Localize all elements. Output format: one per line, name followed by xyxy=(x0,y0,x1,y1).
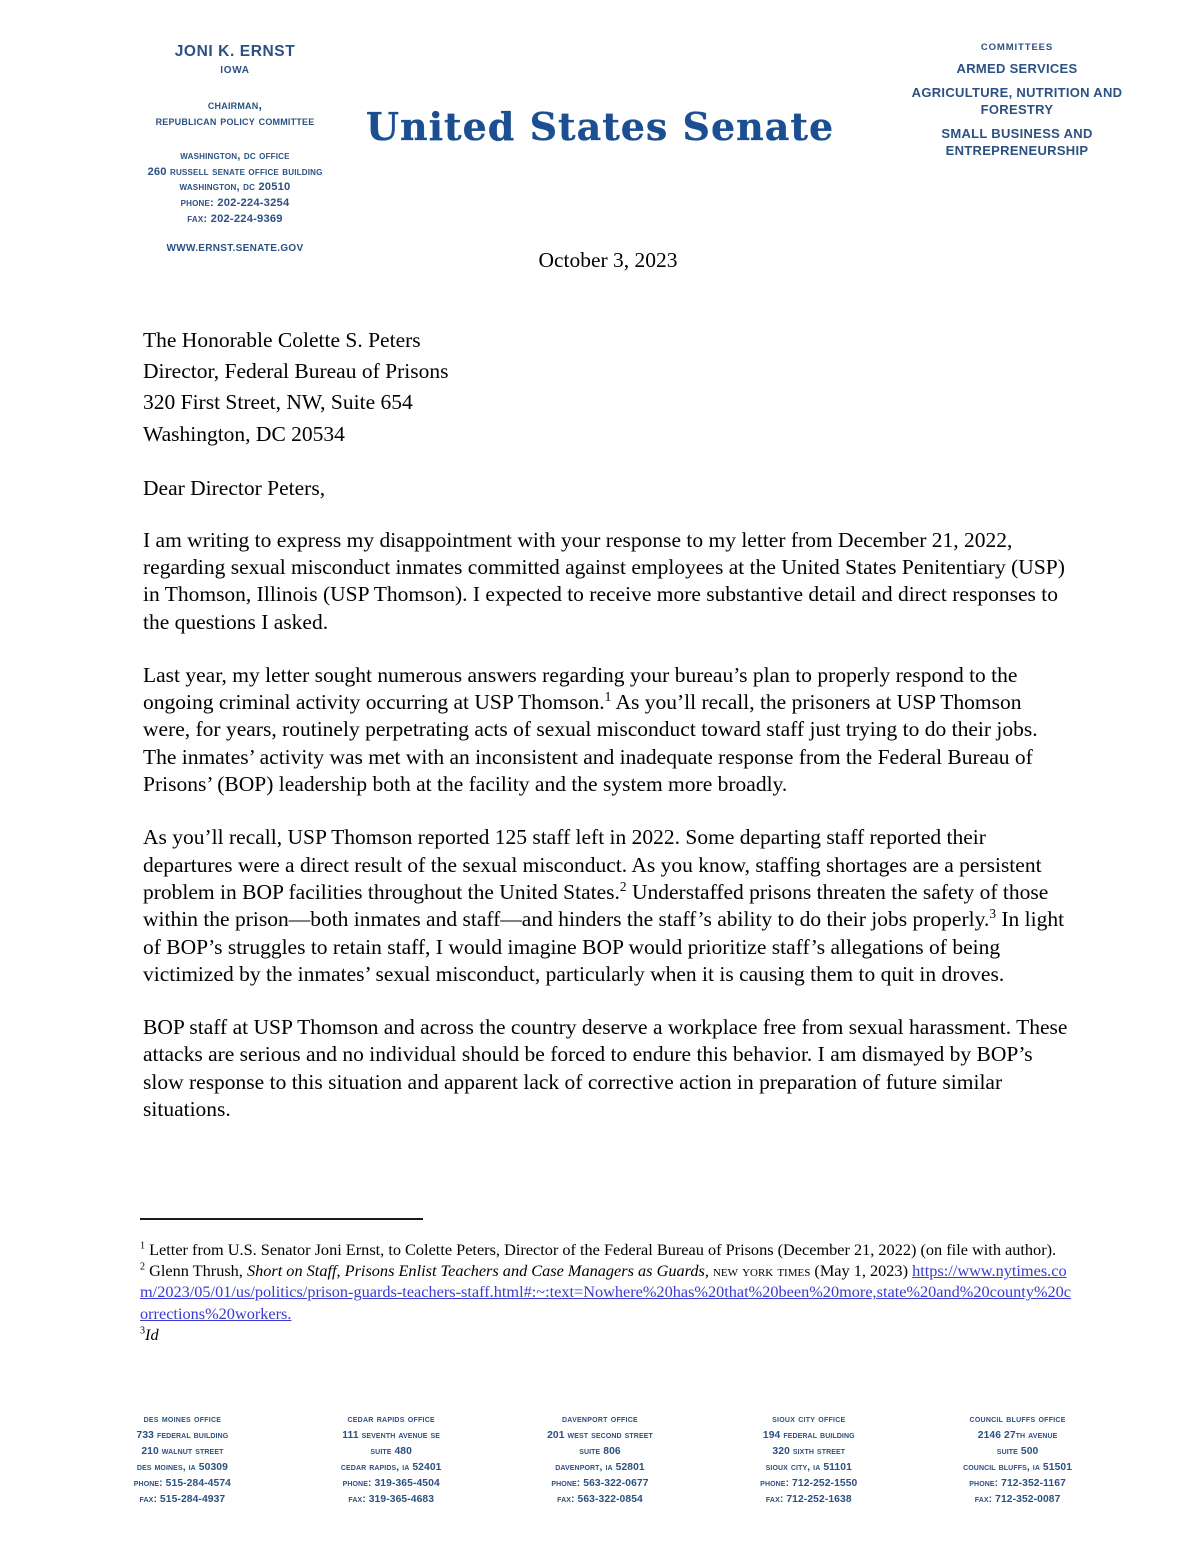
recipient-address xyxy=(143,325,1073,450)
office-phone: phone: 712-352-1167 xyxy=(969,1477,1066,1489)
dc-office-phone: phone: 202-224-3254 xyxy=(180,197,290,210)
office-line: 733 federal building xyxy=(136,1429,229,1441)
office-line: suite 806 xyxy=(579,1445,621,1457)
paragraph-3-text-a: As you’ll recall, USP Thomson reported 125 staff left in 2022. Some departing staff reported their departures were a direct result of the sexual misconduct. As you know, staffing shortages are a persistent problem in BOP facilities throughout the United States. xyxy=(143,825,1042,904)
footnote-1-text: Letter from U.S. Senator Joni Ernst, to Colette Peters, Director of the Federal Bureau of Prisons (December 21, 2022) (on file with author). xyxy=(145,1240,1057,1259)
footnote-2-date: (May 1, 2023) xyxy=(810,1261,913,1281)
committee-small-business: SMALL BUSINESS AND ENTREPRENEURSHIP xyxy=(941,126,1093,158)
office-line: sioux city, ia 51101 xyxy=(765,1461,852,1473)
letterhead xyxy=(0,0,1200,255)
dc-office-city: washington, dc 20510 xyxy=(179,181,291,194)
footnote-3-marker: 3 xyxy=(140,1325,146,1337)
office-line: suite 480 xyxy=(370,1445,412,1457)
senator-role-line-1: chairman, xyxy=(207,97,263,112)
paragraph-1: I am writing to express my disappointment with your response to my letter from December 21, 2022, regarding sexual misconduct inmates committed against employees at the United States Penitentiary (USP) in Thomson, Illinois (USP Thomson). I expected to receive more substantive detail and direct responses to the questions I asked. xyxy=(143,527,1065,634)
footnote-ref-1: 1 xyxy=(604,689,612,705)
letter-body xyxy=(143,248,1073,1149)
office-line: 210 walnut street xyxy=(141,1445,224,1457)
recipient-city: Washington, DC 20534 xyxy=(143,421,345,446)
senator-state: IOWA xyxy=(220,65,250,77)
footnotes-section xyxy=(140,1218,1075,1345)
recipient-title: Director, Federal Bureau of Prisons xyxy=(143,359,449,384)
recipient-street: 320 First Street, NW, Suite 654 xyxy=(143,390,413,415)
footnote-3-text: Id xyxy=(145,1324,159,1344)
footnote-2-url-link[interactable]: https://www.nytimes.com/2023/05/01/us/politics/prison-guards-teachers-staff.html#:~:text=Nowhere%20has%20that%20been%20more,state%20and%20county%20corrections%20workers. xyxy=(140,1261,1072,1323)
dc-office-label: washington, dc office xyxy=(180,149,290,162)
office-phone: phone: 563-322-0677 xyxy=(551,1477,649,1489)
office-line: council bluffs, ia 51501 xyxy=(963,1461,1073,1473)
office-council-bluffs xyxy=(913,1412,1122,1508)
footnote-ref-3: 3 xyxy=(989,906,996,922)
office-line: davenport, ia 52801 xyxy=(555,1461,645,1473)
dc-office-building: 260 russell senate office building xyxy=(147,165,323,178)
office-line: des moines, ia 50309 xyxy=(136,1461,228,1473)
recipient-name: The Honorable Colette S. Peters xyxy=(143,328,421,352)
office-des-moines xyxy=(78,1412,287,1508)
page-title: United States Senate xyxy=(365,104,835,149)
office-line: cedar rapids, ia 52401 xyxy=(340,1461,442,1473)
footnote-2-article-title: Short on Staff, Prisons Enlist Teachers and Case Managers as Guards, xyxy=(246,1261,709,1281)
office-line: 2146 27th avenue xyxy=(977,1429,1058,1441)
paragraph-2 xyxy=(143,662,1073,798)
footnote-1 xyxy=(140,1239,1075,1260)
office-sioux-city xyxy=(704,1412,913,1508)
office-line: suite 500 xyxy=(996,1445,1039,1457)
office-name: davenport office xyxy=(562,1414,638,1425)
letter-date: October 3, 2023 xyxy=(538,248,678,272)
office-fax: fax: 319-365-4683 xyxy=(348,1493,435,1505)
office-davenport xyxy=(496,1412,705,1508)
paragraph-3-text-b: Understaffed prisons threaten the safety of those within the prison—both inmates and staff—and hinders the staff’s ability to do their jobs properly. xyxy=(143,879,1049,932)
footnote-2-publication: new york times xyxy=(708,1261,811,1281)
office-line: 201 west second street xyxy=(547,1429,653,1441)
office-name: sioux city office xyxy=(772,1414,846,1425)
dc-office-fax: fax: 202-224-9369 xyxy=(187,213,283,226)
salutation: Dear Director Peters, xyxy=(143,475,326,500)
footnote-1-marker: 1 xyxy=(140,1240,146,1252)
paragraph-3-text-c: In light of BOP’s struggles to retain staff, I would imagine BOP would prioritize staff’s allegations of being victimized by the inmates’ sexual misconduct, particularly when it is causing them to quit in droves. xyxy=(143,907,1065,986)
footnote-ref-2: 2 xyxy=(619,878,627,894)
paragraph-4: BOP staff at USP Thomson and across the country deserve a workplace free from sexual harassment. These attacks are serious and no individual should be forced to endure this behavior. I am dismayed by BOP’s slow response to this situation and apparent lack of corrective action in preparation of future similar situations. xyxy=(143,1015,1068,1122)
senate-website: WWW.ERNST.SENATE.GOV xyxy=(166,243,304,255)
committees-heading: COMMITTEES xyxy=(980,42,1054,53)
office-name: cedar rapids office xyxy=(347,1414,435,1425)
paragraph-2-text-a: Last year, my letter sought numerous answers regarding your bureau’s plan to properly respond to the ongoing criminal activity occurring at USP Thomson. xyxy=(143,662,1018,715)
office-phone: phone: 515-284-4574 xyxy=(133,1477,231,1489)
footnote-separator-rule xyxy=(140,1218,423,1220)
footnote-2 xyxy=(140,1260,1075,1324)
committee-agriculture: AGRICULTURE, NUTRITION AND FORESTRY xyxy=(911,85,1123,118)
office-line: 194 federal building xyxy=(762,1429,855,1441)
footnote-2-marker: 2 xyxy=(140,1261,146,1273)
paragraph-2-text-b: As you’ll recall, the prisoners at USP Thomson were, for years, routinely perpetrating acts of sexual misconduct toward staff just trying to do their jobs. The inmates’ activity was met with an inconsistent and inadequate response from the Federal Bureau of Prisons’ (BOP) leadership both at the facility and the system more broadly. xyxy=(143,690,1038,797)
senator-role-line-2: republican policy committee xyxy=(155,114,315,129)
committee-armed-services: ARMED SERVICES xyxy=(956,61,1078,77)
office-line: 320 sixth street xyxy=(772,1445,846,1457)
office-cedar-rapids xyxy=(287,1412,496,1508)
letterhead-committees-block xyxy=(892,42,1142,160)
office-name: des moines office xyxy=(143,1414,222,1425)
senator-name: JONI K. ERNST xyxy=(174,43,296,60)
footer-offices xyxy=(0,1412,1200,1508)
office-fax: fax: 712-352-0087 xyxy=(974,1493,1061,1505)
footnote-2-author: Glenn Thrush, xyxy=(145,1261,247,1281)
office-fax: fax: 712-252-1638 xyxy=(765,1493,852,1505)
office-phone: phone: 712-252-1550 xyxy=(760,1477,858,1489)
office-phone: phone: 319-365-4504 xyxy=(342,1477,440,1489)
office-name: council bluffs office xyxy=(969,1414,1066,1425)
footnote-3 xyxy=(140,1324,1075,1345)
paragraph-3 xyxy=(143,824,1073,988)
office-fax: fax: 563-322-0854 xyxy=(557,1493,643,1505)
office-line: 111 seventh avenue se xyxy=(342,1429,441,1441)
office-fax: fax: 515-284-4937 xyxy=(139,1493,226,1505)
